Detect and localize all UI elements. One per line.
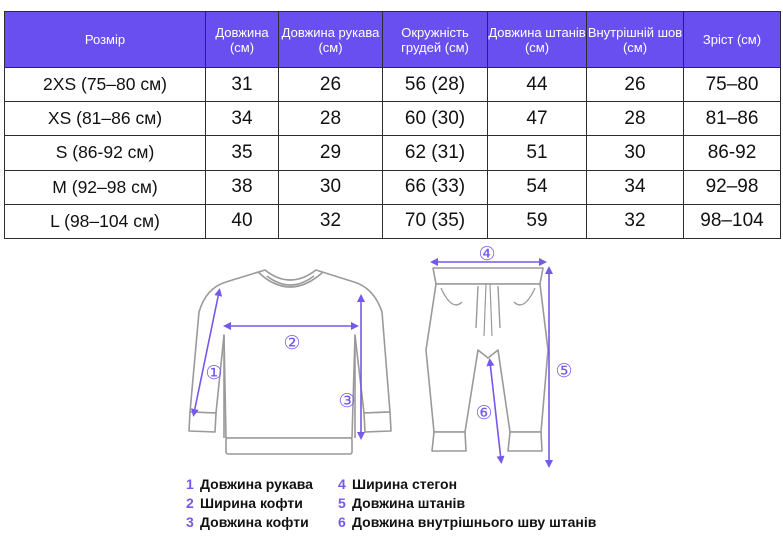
header-sleeve-length: Довжина рукава (см): [279, 12, 383, 68]
table-cell: 31: [206, 68, 279, 102]
size-cell: XS (81–86 см): [5, 102, 206, 136]
table-cell: 98–104: [684, 204, 781, 238]
legend-left-column: [186, 475, 313, 532]
table-cell: 28: [587, 102, 684, 136]
header-height: Зріст (см): [684, 12, 781, 68]
table-row: [5, 170, 781, 204]
header-length: Довжина (см): [206, 12, 279, 68]
table-cell: 51: [488, 136, 587, 170]
size-cell: S (86-92 см): [5, 136, 206, 170]
table-cell: 81–86: [684, 102, 781, 136]
table-cell: 32: [279, 204, 383, 238]
table-row: [5, 204, 781, 238]
table-cell: 70 (35): [383, 204, 488, 238]
table-cell: 62 (31): [383, 136, 488, 170]
table-cell: 66 (33): [383, 170, 488, 204]
table-cell: 92–98: [684, 170, 781, 204]
table-cell: 38: [206, 170, 279, 204]
size-cell: M (92–98 см): [5, 170, 206, 204]
table-cell: 47: [488, 102, 587, 136]
table-cell: 34: [206, 102, 279, 136]
marker-6: ⑥: [475, 402, 493, 424]
size-cell: 2XS (75–80 см): [5, 68, 206, 102]
table-cell: 86-92: [684, 136, 781, 170]
table-cell: 26: [279, 68, 383, 102]
table-cell: 59: [488, 204, 587, 238]
marker-2: ②: [283, 332, 301, 354]
table-cell: 44: [488, 68, 587, 102]
legend-item: 6 Довжина внутрішнього шву штанів: [338, 514, 597, 530]
table-cell: 30: [279, 170, 383, 204]
table-cell: 32: [587, 204, 684, 238]
table-header-row: [5, 12, 781, 68]
table-row: [5, 68, 781, 102]
header-size: Розмір: [5, 12, 206, 68]
table-cell: 75–80: [684, 68, 781, 102]
table-row: [5, 102, 781, 136]
table-row: [5, 136, 781, 170]
size-cell: L (98–104 см): [5, 204, 206, 238]
legend-item: 5 Довжина штанів: [338, 495, 466, 511]
legend-item: 2 Ширина кофти: [186, 495, 303, 511]
marker-1: ①: [205, 362, 223, 384]
table-cell: 30: [587, 136, 684, 170]
table-cell: 56 (28): [383, 68, 488, 102]
legend-item: 3 Довжина кофти: [186, 514, 309, 530]
header-inseam: Внутрішній шов (см): [587, 12, 684, 68]
marker-4: ④: [478, 243, 496, 265]
table-cell: 54: [488, 170, 587, 204]
header-pants-length: Довжина штанів (см): [488, 12, 587, 68]
marker-5: ⑤: [555, 360, 573, 382]
header-chest: Окружність грудей (см): [383, 12, 488, 68]
legend-item: 4 Ширина стегон: [338, 476, 458, 492]
table-cell: 35: [206, 136, 279, 170]
garment-diagram: [0, 240, 783, 470]
table-cell: 28: [279, 102, 383, 136]
table-cell: 34: [587, 170, 684, 204]
table-cell: 60 (30): [383, 102, 488, 136]
table-cell: 40: [206, 204, 279, 238]
size-chart-table: [4, 11, 781, 239]
table-cell: 29: [279, 136, 383, 170]
legend-right-column: [338, 475, 596, 532]
table-cell: 26: [587, 68, 684, 102]
legend-item: 1 Довжина рукава: [186, 476, 313, 492]
marker-3: ③: [338, 390, 356, 412]
